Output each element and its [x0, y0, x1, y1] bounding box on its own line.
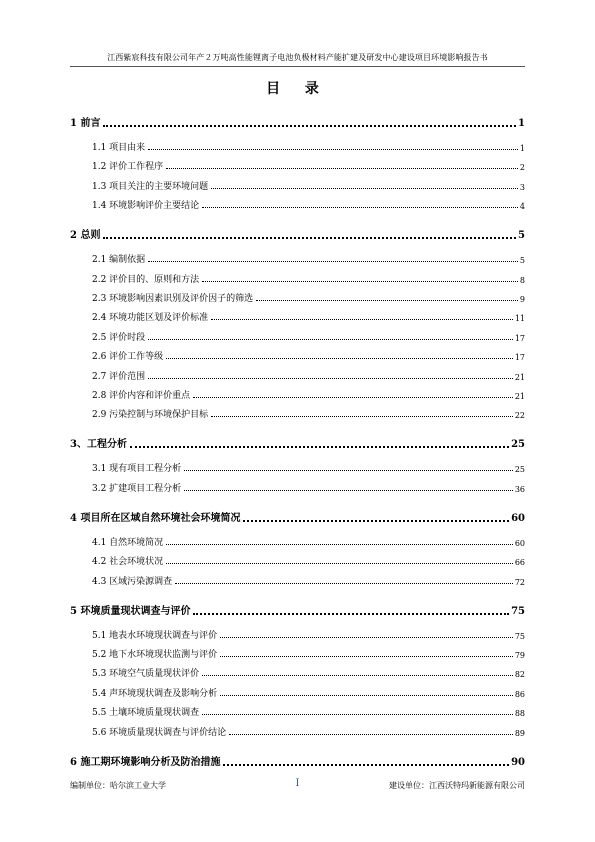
toc-section[interactable] — [70, 179, 525, 192]
toc-entry-page: 5 — [519, 256, 525, 266]
toc-chapter[interactable] — [70, 435, 525, 450]
footer-builder: 建设单位：江西沃特玛新能源有限公司 — [389, 781, 525, 790]
toc-entry-page: 60 — [511, 512, 525, 524]
toc-entry-page: 1 — [518, 118, 525, 129]
toc-entry-page: 17 — [514, 353, 525, 363]
toc-entry-label: 4.1 自然环境简况 — [92, 537, 164, 548]
toc-dot-leader — [202, 281, 518, 282]
toc-entry-page: 17 — [514, 333, 525, 343]
toc-entry-page: 88 — [514, 709, 525, 719]
toc-section[interactable] — [70, 388, 525, 401]
toc-dot-leader — [148, 149, 518, 150]
toc-entry-label: 4 项目所在区域自然环境社会环境简况 — [70, 512, 241, 524]
toc-entry-page: 90 — [511, 756, 525, 768]
toc-entry-label: 2.4 环境功能区划及评价标准 — [92, 313, 209, 324]
toc-dot-leader — [193, 397, 513, 398]
toc-dot-leader — [148, 261, 518, 262]
toc-section[interactable] — [70, 349, 525, 362]
toc-entry-label: 3.2 扩建项目工程分析 — [92, 483, 182, 494]
toc-entry-label: 2 总则 — [70, 230, 101, 242]
toc-entry-page: 36 — [514, 484, 525, 494]
toc-entry-page: 25 — [514, 465, 525, 475]
toc-entry-label: 2.3 环境影响因素识别及评价因子的筛选 — [92, 294, 254, 304]
toc-entry-label: 1.3 项目关注的主要环境问题 — [92, 181, 209, 192]
toc-entry-label: 5.3 环境空气质量现状评价 — [92, 669, 200, 680]
toc-chapter[interactable] — [70, 114, 525, 129]
toc-entry-label: 5.1 地表水环境现状调查与评价 — [92, 630, 218, 641]
toc-entry-page: 3 — [519, 182, 525, 192]
toc-dot-leader — [166, 168, 518, 169]
toc-dot-leader — [148, 378, 513, 379]
toc-entry-page: 22 — [514, 411, 525, 421]
toc-dot-leader — [211, 319, 513, 320]
toc-dot-leader — [202, 675, 513, 676]
toc-entry-page: 8 — [519, 275, 525, 285]
toc-entry-page: 86 — [514, 689, 525, 699]
toc-entry-page: 5 — [518, 230, 525, 242]
toc-dot-leader — [220, 695, 513, 696]
toc-section[interactable] — [70, 481, 525, 494]
toc-entry-label: 5.5 土壤环境质量现状调查 — [92, 708, 200, 719]
toc-section[interactable] — [70, 461, 525, 474]
toc-entry-label: 3.1 现有项目工程分析 — [92, 464, 182, 475]
toc-section[interactable] — [70, 574, 525, 587]
toc-entry-label: 2.9 污染控制与环境保护目标 — [92, 410, 209, 421]
toc-entry-label: 1.2 评价工作程序 — [92, 162, 164, 173]
toc-entry-label: 2.7 评价范围 — [92, 371, 146, 382]
toc-section[interactable] — [70, 554, 525, 567]
toc-entry-label: 3、工程分析 — [70, 439, 127, 451]
toc-dot-leader — [256, 300, 518, 301]
toc-entry-page: 82 — [514, 670, 525, 680]
toc-section[interactable] — [70, 686, 525, 699]
toc-entry-label: 2.8 评价内容和评价重点 — [92, 391, 191, 401]
toc-title: 目 录 — [266, 81, 329, 97]
toc-section[interactable] — [70, 725, 525, 738]
toc-entry-label: 4.3 区域污染源调查 — [92, 576, 173, 587]
toc-entry-page: 2 — [519, 163, 525, 173]
toc-chapter[interactable] — [70, 753, 525, 768]
toc-section[interactable] — [70, 291, 525, 304]
footer-page-number: I — [295, 778, 300, 789]
toc-entry-page: 4 — [519, 202, 525, 212]
toc-entry-page: 9 — [519, 295, 525, 304]
toc-dot-leader — [166, 563, 513, 564]
toc-entry-page: 89 — [514, 728, 525, 738]
toc-section[interactable] — [70, 310, 525, 323]
toc-section[interactable] — [70, 198, 525, 211]
toc-entry-page: 60 — [514, 538, 525, 548]
toc-entry-label: 5.6 环境质量现状调查与评价结论 — [92, 727, 227, 738]
toc-dot-leader — [229, 734, 513, 735]
toc-entry-page: 75 — [511, 605, 525, 617]
toc-entry-page: 66 — [514, 558, 525, 568]
toc-entry-label: 1 前言 — [70, 118, 101, 129]
footer-compiler: 编制单位：哈尔滨工业大学 — [70, 781, 166, 790]
toc-section[interactable] — [70, 705, 525, 718]
toc-section[interactable] — [70, 330, 525, 343]
toc-section[interactable] — [70, 535, 525, 548]
toc-dot-leader — [211, 416, 513, 417]
toc-chapter[interactable] — [70, 602, 525, 617]
toc-section[interactable] — [70, 272, 525, 285]
toc-dot-leader — [211, 188, 518, 189]
toc-dot-leader — [184, 490, 513, 491]
toc-entry-page: 11 — [514, 314, 525, 324]
toc-entry-label: 2.2 评价目的、原则和方法 — [92, 274, 200, 285]
toc-entry-label: 2.1 编制依据 — [92, 255, 146, 266]
toc-entry-page: 79 — [514, 651, 525, 660]
toc-entry-page: 21 — [514, 372, 525, 382]
toc-dot-leader — [193, 613, 509, 615]
toc-entry-label: 5.4 声环境现状调查及影响分析 — [92, 688, 218, 699]
toc-section[interactable] — [70, 252, 525, 265]
toc-chapter[interactable] — [70, 509, 525, 524]
toc-dot-leader — [166, 358, 513, 359]
toc-entry-label: 6 施工期环境影响分析及防治措施 — [70, 756, 221, 768]
toc-entry-label: 5 环境质量现状调查与评价 — [70, 605, 191, 617]
toc-entry-label: 1.4 环境影响评价主要结论 — [92, 201, 200, 212]
toc-entry-label: 2.5 评价时段 — [92, 332, 146, 343]
toc-dot-leader — [220, 637, 513, 638]
toc-entry-label: 5.2 地下水环境现状监测与评价 — [92, 650, 218, 660]
toc-dot-leader — [202, 207, 518, 208]
toc-dot-leader — [103, 125, 516, 127]
header-rule — [70, 66, 525, 67]
toc-section[interactable] — [70, 407, 525, 420]
toc-section[interactable] — [70, 159, 525, 172]
toc-section[interactable] — [70, 140, 525, 153]
running-header: 江西紫宸科技有限公司年产２万吨高性能锂离子电池负极材料产能扩建及研发中心建设项目环境影响报告书 — [107, 53, 488, 62]
toc-dot-leader — [130, 446, 509, 448]
toc-entry-page: 75 — [514, 631, 525, 641]
toc-dot-leader — [175, 583, 513, 584]
toc-entry-label: 1.1 项目由来 — [92, 143, 146, 153]
toc-section[interactable] — [70, 369, 525, 382]
toc-section[interactable] — [70, 628, 525, 641]
toc-dot-leader — [103, 237, 516, 239]
toc-dot-leader — [220, 656, 513, 657]
toc-entry-page: 25 — [511, 439, 525, 451]
toc-dot-leader — [166, 544, 513, 545]
toc-dot-leader — [184, 470, 513, 471]
toc-dot-leader — [243, 520, 509, 522]
toc-entry-page: 21 — [514, 392, 525, 401]
toc-dot-leader — [148, 339, 513, 340]
toc-dot-leader — [223, 764, 509, 766]
toc-chapter[interactable] — [70, 226, 525, 241]
toc-entry-label: 2.6 评价工作等级 — [92, 352, 164, 363]
toc-section[interactable] — [70, 666, 525, 679]
toc-entry-page: 72 — [514, 577, 525, 587]
toc-section[interactable] — [70, 647, 525, 660]
toc-entry-label: 4.2 社会环境状况 — [92, 557, 164, 568]
toc-dot-leader — [202, 714, 513, 715]
toc-entry-page: 1 — [519, 144, 525, 153]
